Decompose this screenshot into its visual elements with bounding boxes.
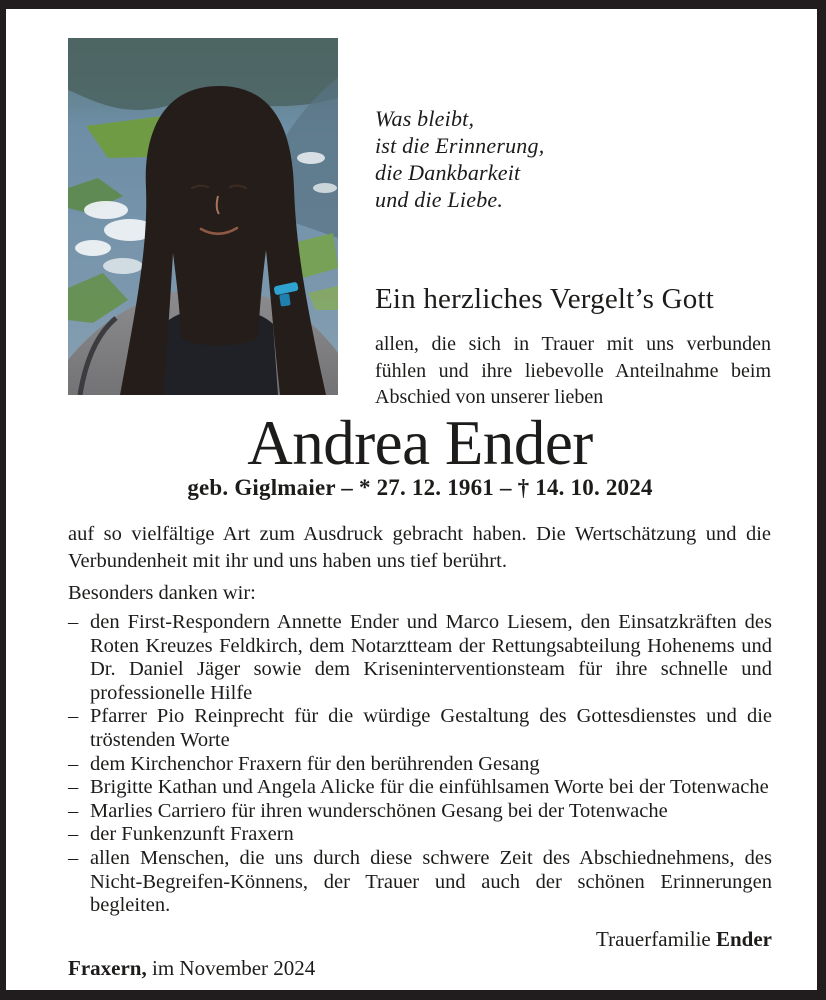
place-date-line bbox=[68, 956, 772, 981]
thanks-item bbox=[68, 800, 772, 824]
thanks-item bbox=[68, 611, 772, 705]
epigraph-line: die Dankbarkeit bbox=[375, 160, 521, 185]
dash-marker: – bbox=[68, 611, 79, 633]
dash-marker: – bbox=[68, 799, 79, 822]
thanks-item-text: dem Kirchenchor Fraxern für den berührenden Gesang bbox=[90, 752, 540, 775]
thanks-item bbox=[68, 705, 772, 752]
dash-marker: – bbox=[68, 776, 79, 799]
dash-marker: – bbox=[68, 705, 79, 728]
portrait-photo bbox=[68, 38, 338, 395]
thanks-list bbox=[68, 611, 772, 918]
deceased-dates: geb. Giglmaier – * 27. 12. 1961 – † 14. 10. 2024 bbox=[187, 475, 653, 500]
thanks-item bbox=[68, 753, 772, 777]
deceased-name: Andrea Ender bbox=[247, 408, 593, 478]
dash-marker: – bbox=[68, 823, 79, 846]
place-name: Fraxern, bbox=[68, 956, 147, 980]
family-signature-name: Ender bbox=[715, 927, 772, 951]
family-signature bbox=[68, 927, 772, 952]
thanks-heading: Ein herzliches Vergelt’s Gott bbox=[375, 283, 714, 315]
epigraph bbox=[375, 105, 544, 213]
thanks-item-text: Marlies Carriero für ihren wunderschönen Gesang bei der Totenwache bbox=[90, 799, 668, 822]
thanks-item-text: den First-Respondern Annette Ender und Marco Liesem, den Einsatzkräften des Roten Kreuzes Feldkirch, dem Notarztteam der Rettungsabteilung Hohenems und Dr. Daniel Jäger sowie dem Kriseninterventionsteam für ihre schnelle und professionelle Hilfe bbox=[90, 611, 772, 704]
epigraph-line: und die Liebe. bbox=[375, 187, 504, 212]
acknowledgement-paragraph: auf so vielfältige Art zum Ausdruck gebracht haben. Die Wertschätzung und die Verbundenheit mit ihr und uns haben uns tief berührt. bbox=[68, 523, 771, 572]
dash-marker: – bbox=[68, 752, 79, 775]
thanks-item bbox=[68, 847, 772, 918]
date-text: im November 2024 bbox=[146, 956, 316, 980]
family-signature-prefix: Trauerfamilie bbox=[596, 927, 716, 951]
thanks-item-text: Pfarrer Pio Reinprecht für die würdige Gestaltung des Gottesdienstes und die tröstenden Worte bbox=[90, 705, 772, 751]
intro-paragraph: allen, die sich in Trauer mit uns verbunden fühlen und ihre liebevolle Anteilnahme beim Abschied von unserer lieben bbox=[375, 333, 771, 408]
thanks-item-text: Brigitte Kathan und Angela Alicke für die einfühlsamen Worte bei der Totenwache bbox=[90, 776, 769, 799]
thanks-label: Besonders danken wir: bbox=[68, 582, 256, 604]
thanks-item-text: allen Menschen, die uns durch diese schwere Zeit des Abschiednehmens, des Nicht-Begreifen-Könnens, der Trauer und auch der schönen Erinnerungen begleiten. bbox=[90, 846, 772, 917]
thanks-item bbox=[68, 776, 772, 800]
thanks-item-text: der Funkenzunft Fraxern bbox=[90, 823, 294, 846]
dash-marker: – bbox=[68, 846, 79, 869]
thanks-item bbox=[68, 823, 772, 847]
epigraph-line: Was bleibt, bbox=[375, 106, 475, 131]
epigraph-line: ist die Erinnerung, bbox=[375, 133, 545, 158]
